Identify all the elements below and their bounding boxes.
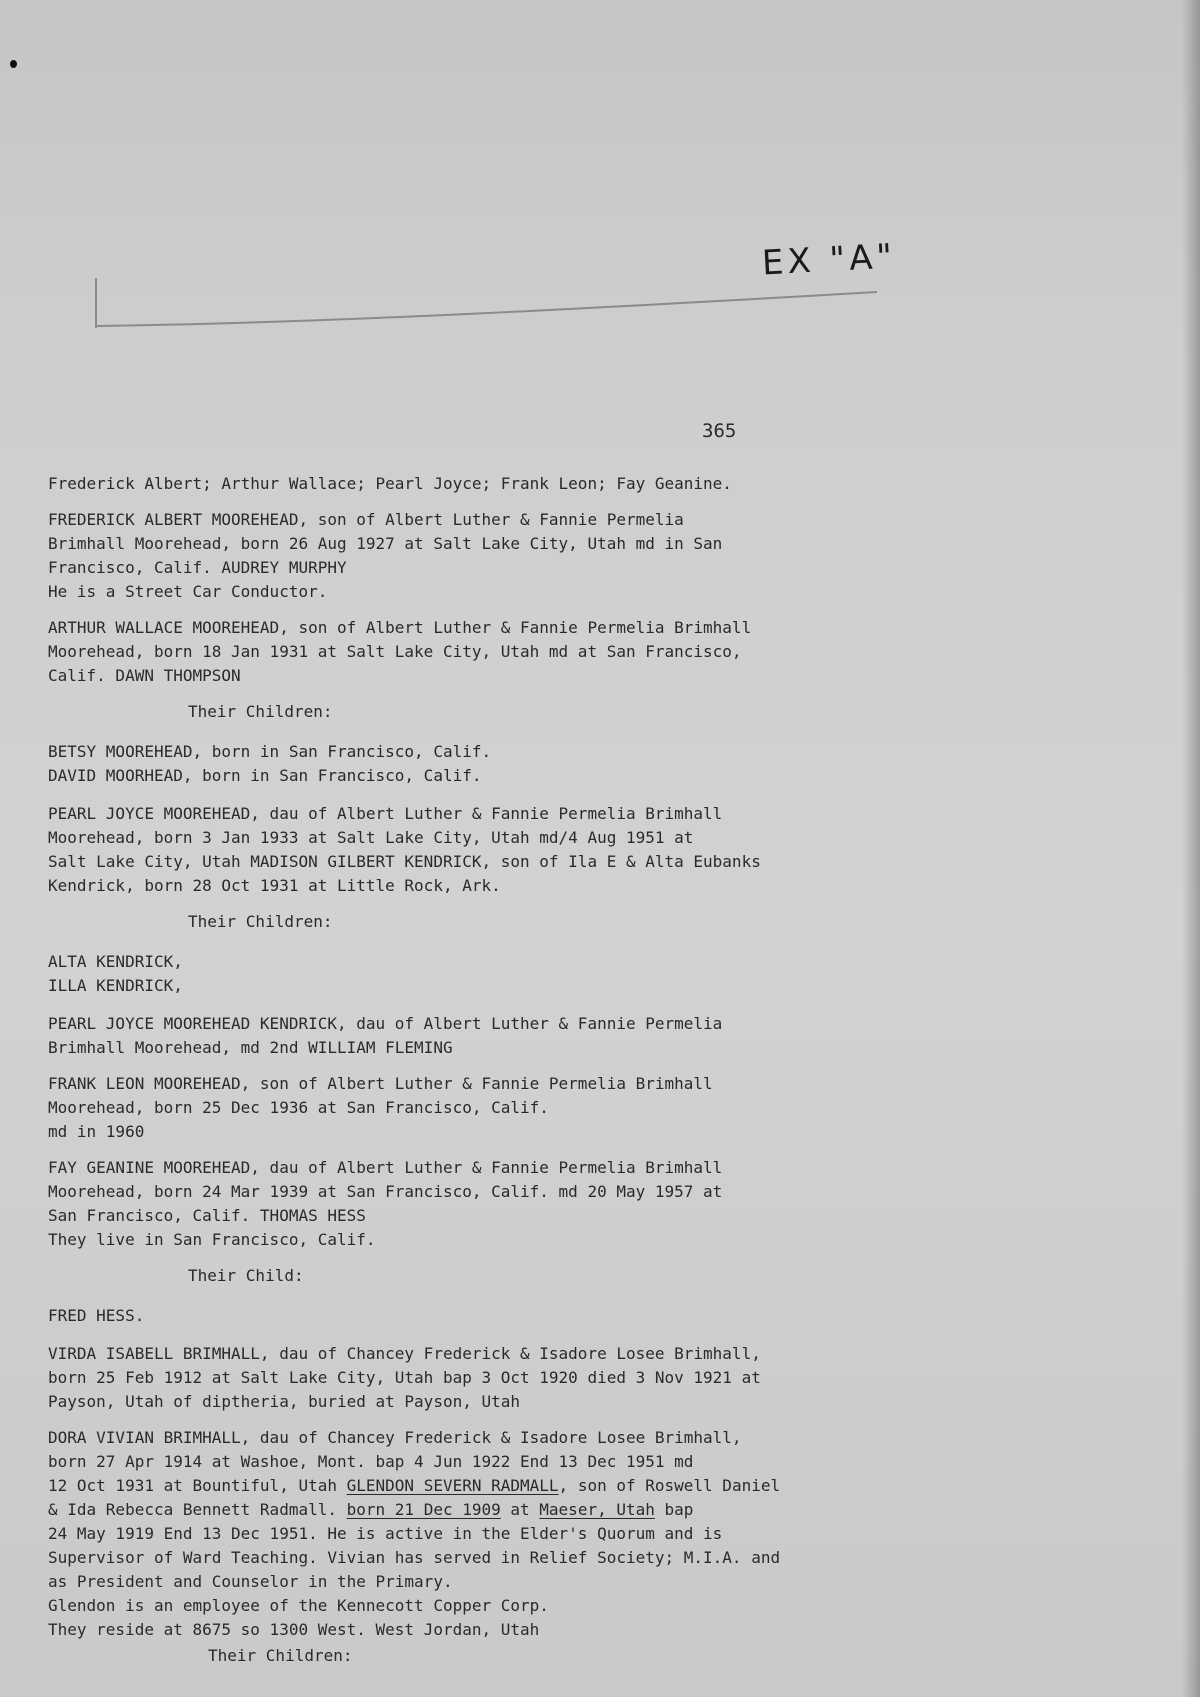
entry-dora: DORA VIVIAN BRIMHALL, dau of Chancey Frederick & Isadore Losee Brimhall, born 27 Apr 1914 at Washoe, Mont. bap 4 Jun 1922 End 13 Dec 1951 md 12 Oct 1931 at Bountiful, Utah GLENDON SEVERN RADMALL, son of Roswell Daniel & Ida Rebecca Bennett Radmall. born 21 Dec 1909 at Maeser, Utah bap 24 May 1919 End 13 Dec 1951. He is active in the Elder's Quorum and is Supervisor of Ward Teaching. Vivian has served in Relief Society; M.I.A. and as President and Counselor in the Primary. Glendon is an employee of the Kennecott Copper Corp. They reside at 8675 so 1300 West. West Jordan, Utah bbox=[48, 1426, 808, 1642]
heading-their-children: Their Children: bbox=[188, 702, 333, 721]
entry-fay: FAY GEANINE MOOREHEAD, dau of Albert Luther & Fannie Permelia Brimhall Moorehead, born 24 Mar 1939 at San Francisco, Calif. md 20 May 1957 at San Francisco, Calif. THOMAS HESS They live in San Francisco, Calif. bbox=[48, 1158, 723, 1249]
underlined-place: Maeser, Utah bbox=[539, 1500, 655, 1519]
dora-line-4: & Ida Rebecca Bennett Radmall. born 21 Dec 1909 at Maeser, Utah bap bbox=[48, 1500, 694, 1519]
entry-arthur: ARTHUR WALLACE MOOREHEAD, son of Albert Luther & Fannie Permelia Brimhall Moorehead, born 18 Jan 1931 at Salt Lake City, Utah md at San Francisco, Calif. DAWN THOMPSON bbox=[48, 618, 752, 685]
pearl-children: ALTA KENDRICK, ILLA KENDRICK, bbox=[48, 952, 183, 995]
entry-virda: VIRDA ISABELL BRIMHALL, dau of Chancey Frederick & Isadore Losee Brimhall, born 25 Feb 1912 at Salt Lake City, Utah bap 3 Oct 1920 died 3 Nov 1921 at Payson, Utah of diptheria, buried at Payson, Utah bbox=[48, 1344, 761, 1411]
heading-their-children: Their Children: bbox=[188, 912, 333, 931]
underlined-birth: born 21 Dec 1909 bbox=[346, 1500, 501, 1519]
exhibit-stamp: EX "A" bbox=[761, 236, 898, 284]
ink-speck bbox=[10, 60, 17, 68]
paper-fold-edge bbox=[95, 278, 877, 328]
children-list: Frederick Albert; Arthur Wallace; Pearl Joyce; Frank Leon; Fay Geanine. bbox=[48, 474, 732, 493]
entry-frederick: FREDERICK ALBERT MOOREHEAD, son of Albert Luther & Fannie Permelia Brimhall Moorehead, born 26 Aug 1927 at Salt Lake City, Utah md in San Francisco, Calif. AUDREY MURPHY He is a Street Car Conductor. bbox=[48, 510, 723, 601]
arthur-children: BETSY MOOREHEAD, born in San Francisco, Calif. DAVID MOORHEAD, born in San Francisco, Calif. bbox=[48, 742, 492, 785]
heading-their-children: Their Children: bbox=[208, 1646, 353, 1665]
dora-line-3: 12 Oct 1931 at Bountiful, Utah GLENDON SEVERN RADMALL, son of Roswell Daniel bbox=[48, 1476, 781, 1495]
fay-child: FRED HESS. bbox=[48, 1306, 145, 1325]
entry-frank: FRANK LEON MOOREHEAD, son of Albert Luther & Fannie Permelia Brimhall Moorehead, born 25 Dec 1936 at San Francisco, Calif. md in 1960 bbox=[48, 1074, 713, 1141]
genealogy-text bbox=[48, 472, 808, 1684]
entry-pearl: PEARL JOYCE MOOREHEAD, dau of Albert Luther & Fannie Permelia Brimhall Moorehead, born 3 Jan 1933 at Salt Lake City, Utah md/4 Aug 1951 at Salt Lake City, Utah MADISON GILBERT KENDRICK, son of Ila E & Alta Eubanks Kendrick, born 28 Oct 1931 at Little Rock, Ark. bbox=[48, 804, 761, 895]
underlined-name: GLENDON SEVERN RADMALL bbox=[346, 1476, 559, 1495]
page-number: 365 bbox=[702, 420, 737, 442]
heading-their-child: Their Child: bbox=[188, 1266, 304, 1285]
entry-pearl-second-marriage: PEARL JOYCE MOOREHEAD KENDRICK, dau of Albert Luther & Fannie Permelia Brimhall Moorehead, md 2nd WILLIAM FLEMING bbox=[48, 1014, 723, 1057]
